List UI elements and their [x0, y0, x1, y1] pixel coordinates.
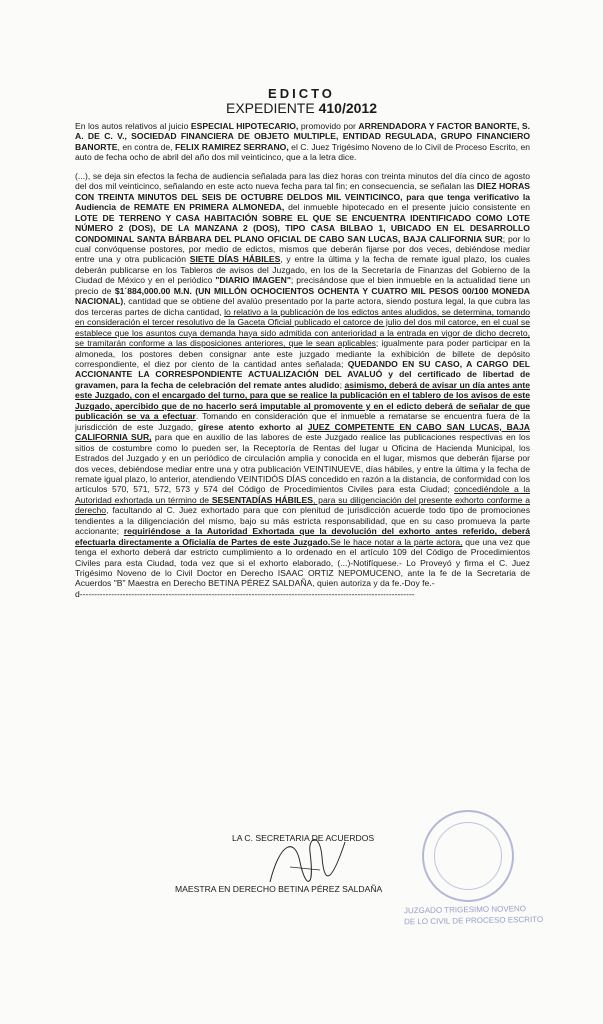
expediente-label: EXPEDIENTE [226, 100, 315, 116]
text-span: lo relativo a la publicación de los edictos antes aludidos, se determina, tomando en consideración el tercer resolutivo de la Gaceta Oficial publicado el catorce de julio del dos mil catorce, en el cual se establece que los asuntos cuya demanda haya sido admitida con anterioridad a la entrada en vigor de dicho decreto, se tramitarán conforme a las disposiciones anteriores, que le sean aplicables [75, 306, 531, 349]
text-span: gírese atento exhorto al [198, 421, 308, 432]
text-span: QUEDANDO EN SU CASO, A CARGO DEL ACCIONANTE LA CORRESPONDIENTE ACTUALIZACIÓN DEL AVALUÓ y del certificado de libertad de gravamen, para la fecha de celebración del remate antes aludido [75, 358, 530, 390]
text-span: FELIX RAMIREZ SERRANO, [175, 141, 289, 152]
text-span: , cantidad que se obtiene del avalúo presentado por la parte actora, siendo postura legal, la que cubra las dos terceras partes de dicha cantidad, [75, 296, 530, 317]
text-span: d--------------------------------------------------------------------------------------------------------------------- [75, 588, 415, 599]
text-span: , facultando al C. Juez exhortado para que con plenitud de jurisdicción acuerde todo tipo de promociones tendientes a la diligenciación del mismo, bajo su más estricta responsabilidad, que en su caso promueva la parte accionante; [75, 505, 530, 537]
text-span: JUEZ COMPETENTE EN CABO SAN LUCAS, BAJA CALIFORNIA SUR, [75, 421, 530, 443]
text-span: SESENTADÍAS HÁBILES [211, 494, 313, 505]
text-span: promovido por [298, 121, 359, 131]
text-span: ; precisándose que el bien inmueble en la actualidad tiene un precio de [75, 275, 530, 296]
text-span: , en contra de, [117, 141, 176, 152]
text-span: que una vez que tenga el exhorto deberá dar estricto cumplimiento a lo ordenado en el artículo 109 del Código de Procedimientos Civiles para esta Ciudad, toda vez que si el exhorto elaborado, (...)-Notifíquese.- Lo Proveyó y firma el C. Juez Trigésimo Noveno de lo Civil Doctor en Derecho ISAAC ORTIZ NEPOMUCENO, ante la fe de la Secretaria de Acuerdos "B" Maestra en Derecho BETINA PÉREZ SALDAÑA, quien autoriza y da fe.-Doy fe.- [75, 536, 530, 589]
text-span: el C. Juez Trigésimo Noveno de lo Civil de Proceso Escrito, en auto de fecha ocho de abril del año dos mil veinticinco, que a la letra dice. [75, 141, 531, 163]
court-stamp [404, 903, 554, 928]
text-span: para que en auxilio de las labores de este Juzgado realice las publicaciones respectivas en los sitios de costumbre como lo pueden ser, la Receptoría de Rentas del lugar u Oficina de Hacienda Municipal, los Estrados del Juzgado y en un periódico de circulación amplia y conocida en el lugar, mismos que deberán fijarse por dos veces, debiéndose mediar entre una y otra publicación VEINTINUEVE, días hábiles, y entre la última y la fecha de remate igual plazo, lo anterior, atendiendo VEINTIDÓS DÍAS concedido en razón a la distancia, de conformidad con los artículos 570, 571, 572, 573 y 574 del Código de Procedimientos Civiles para esta Ciudad; [75, 432, 530, 495]
text-span: ; por lo cual convóquense postores, por medio de edictos, mismos que deberán fijarse por dos veces, debiéndose mediar entre una y otra publicación [75, 233, 530, 265]
text-span: , y entre la última y la fecha de remate igual plazo, los cuales deberán publicarse en los Tableros de avisos del Juzgado, en los de la Secretaría de Finanzas del Gobierno de la Ciudad de México y en el periódico [75, 254, 531, 286]
expediente-number: 410/2012 [318, 100, 377, 116]
intro-paragraph [75, 121, 530, 163]
text-span: . Tomando en consideración que el inmueble a rematarse se encuentra fuera de la jurisdicción de este Juzgado, [75, 411, 530, 432]
text-span: LOTE DE TERRENO Y CASA HABITACIÓN SOBRE EL QUE SE ENCUENTRA IDENTIFICADO COMO LOTE NÚMERO 2 (DOS), DE LA MANZANA 2 (DOS), TIPO CASA BILBAO 1, UBICADO EN EL DESARROLLO CONDOMINAL SANTA BÁRBARA DEL PLANO OFICIAL DE CABO SAN LUCAS, BAJA CALIFORNIA SUR [75, 212, 530, 244]
text-span: SIETE DÍAS HÁBILES [189, 254, 281, 265]
seal-inner-ring [434, 822, 502, 890]
text-span: (...), se deja sin efectos la fecha de audiencia señalada para las diez horas con treinta minutos del día cinco de agosto del dos mil veinticinco, señalando en este acto nueva fecha para tal fin; en consecuencia, se señalan las [75, 170, 530, 192]
text-span: "DIARIO IMAGEN" [215, 275, 291, 286]
signature-name: MAESTRA EN DERECHO BETINA PÉREZ SALDAÑA [175, 884, 383, 894]
text-span: Se le hace notar a la parte actora, [330, 536, 463, 547]
resolution-paragraph [75, 171, 530, 602]
text-span: , para su diligenciación del presente exhorto conforme a derecho [75, 494, 530, 516]
official-seal [422, 810, 514, 902]
text-span: En los autos relativos al juicio [75, 121, 191, 131]
text-span: concediéndole a la Autoridad exhortada un término de [75, 484, 531, 505]
text-span: ARRENDADORA Y FACTOR BANORTE, S. A. DE C. V., SOCIEDAD FINANCIERA DE OBJETO MULTIPLE, ENTIDAD REGULADA, GRUPO FINANCIERO BANORTE [75, 121, 531, 152]
text-span: del inmueble hipotecado en el presente juicio consistente en [284, 202, 530, 213]
text-span: requiriéndose a la Autoridad Exhortada que la devolución del exhorto antes referido, deberá efectuarla directamente a Oficialía de Partes de este Juzgado. [75, 526, 530, 547]
text-span: ESPECIAL HIPOTECARIO, [190, 121, 299, 131]
text-span: ; [339, 379, 345, 390]
edict-body [75, 121, 530, 610]
text-span: $1´884,000.00 M.N. (UN MILLÓN OCHOCIENTOS OCHENTA Y CUATRO MIL PESOS 00/100 MONEDA NACIONAL) [75, 285, 530, 307]
handwritten-signature [250, 822, 360, 902]
signature-title: LA C. SECRETARIA DE ACUERDOS [232, 833, 375, 843]
text-span: ; igualmente para poder participar en la almoneda, los postores deben consignar ante este juzgado mediante la exhibición de billete de depósito correspondiente, el diez por ciento de la cantidad antes señalada; [75, 338, 530, 369]
text-span: DIEZ HORAS CON TREINTA MINUTOS DEL SEIS DE OCTUBRE DELDOS MIL VEINTICINCO, para que tenga verificativo la Audiencia de REMATE EN PRIMERA ALMONEDA, [75, 181, 531, 213]
text-span: asimismo, deberá de avisar un día antes ante este Juzgado, con el encargado del turno, para que se realice la publicación en el tablero de los avisos de este Juzgado, apercibido que de no hacerlo será imputable al promovente y en el edicto deberá de señalar de que publicación se va a efectuar [75, 379, 531, 422]
expediente-heading [0, 100, 603, 116]
edict-title: EDICTO [268, 86, 335, 101]
stamp-line: JUZGADO TRIGESIMO NOVENO [403, 904, 527, 916]
stamp-line: DE LO CIVIL DE PROCESO ESCRITO [404, 914, 544, 927]
